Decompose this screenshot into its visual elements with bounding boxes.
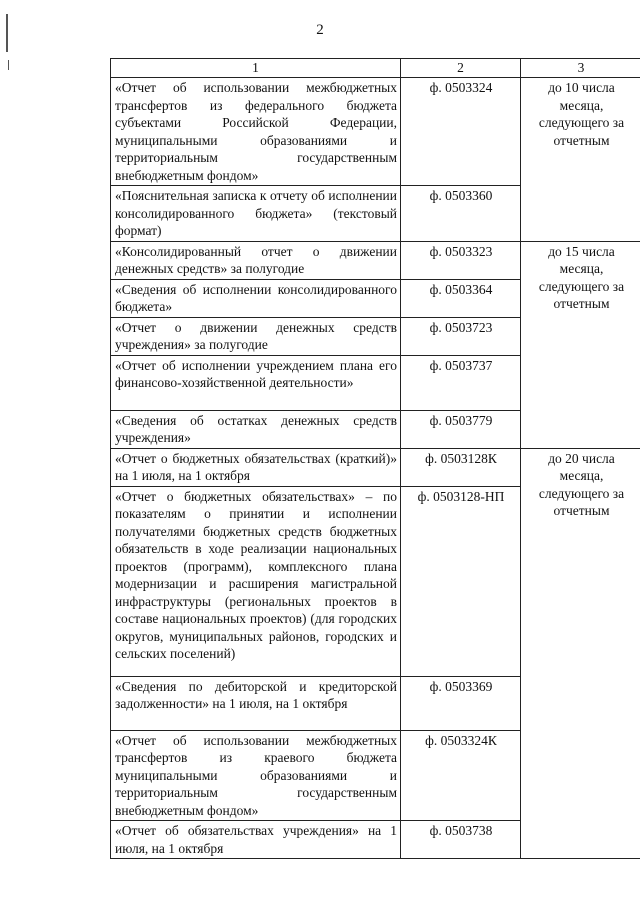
scan-edge-mark xyxy=(8,60,9,70)
report-name-cell: «Сведения по дебиторской и кредиторской задолженности» на 1 июля, на 1 октября xyxy=(111,676,401,730)
report-name-cell: «Сведения об исполнении консолидированного бюджета» xyxy=(111,279,401,317)
report-name-cell: «Отчет об использовании межбюджетных трансфертов из федерального бюджета субъектами Российской Федерации, муниципальными образованиями и территориальным государственным внебюджетным фондом» xyxy=(111,78,401,186)
form-code-cell: ф. 0503360 xyxy=(401,186,521,242)
report-name-cell: «Отчет о движении денежных средств учреждения» за полугодие xyxy=(111,317,401,355)
report-name-cell: «Отчет об использовании межбюджетных трансфертов из краевого бюджета муниципальными образованиями и территориальным государственным внебюджетным фондом» xyxy=(111,730,401,821)
column-header-2: 2 xyxy=(401,59,521,78)
form-code-cell: ф. 0503324 xyxy=(401,78,521,186)
table-row xyxy=(111,241,640,279)
form-code-cell: ф. 0503723 xyxy=(401,317,521,355)
deadline-cell: до 20 числа месяца, следующего за отчетным xyxy=(521,448,640,859)
report-name-cell: «Консолидированный отчет о движении денежных средств» за полугодие xyxy=(111,241,401,279)
form-code-cell: ф. 0503369 xyxy=(401,676,521,730)
report-name-cell: «Пояснительная записка к отчету об исполнении консолидированного бюджета» (текстовый формат) xyxy=(111,186,401,242)
column-header-1: 1 xyxy=(111,59,401,78)
reporting-schedule-table xyxy=(110,58,640,859)
page-number: 2 xyxy=(316,22,324,38)
form-code-cell: ф. 0503324К xyxy=(401,730,521,821)
table-row xyxy=(111,78,640,186)
form-code-cell: ф. 0503738 xyxy=(401,821,521,859)
deadline-cell: до 10 числа месяца, следующего за отчетным xyxy=(521,78,640,242)
report-name-cell: «Отчет о бюджетных обязательствах» – по показателям о принятии и исполнении получателями бюджетных средств бюджетных обязательств в ходе реализации национальных проектов (программ), комплексного плана модернизации и расширения магистральной инфраструктуры (региональных проектов в составе национальных проектов) (для городских округов, муниципальных районов, городских и сельских поселений) xyxy=(111,486,401,676)
table-header-row xyxy=(111,59,640,78)
report-name-cell: «Отчет о бюджетных обязательствах (краткий)» на 1 июля, на 1 октября xyxy=(111,448,401,486)
report-name-cell: «Отчет об исполнении учреждением плана его финансово-хозяйственной деятельности» xyxy=(111,355,401,410)
form-code-cell: ф. 0503364 xyxy=(401,279,521,317)
report-name-cell: «Отчет об обязательствах учреждения» на 1 июля, на 1 октября xyxy=(111,821,401,859)
report-name-cell: «Сведения об остатках денежных средств учреждения» xyxy=(111,410,401,448)
form-code-cell: ф. 0503779 xyxy=(401,410,521,448)
deadline-cell: до 15 числа месяца, следующего за отчетным xyxy=(521,241,640,448)
form-code-cell: ф. 0503128-НП xyxy=(401,486,521,676)
table-row xyxy=(111,448,640,486)
form-code-cell: ф. 0503737 xyxy=(401,355,521,410)
form-code-cell: ф. 0503323 xyxy=(401,241,521,279)
form-code-cell: ф. 0503128К xyxy=(401,448,521,486)
column-header-3: 3 xyxy=(521,59,640,78)
